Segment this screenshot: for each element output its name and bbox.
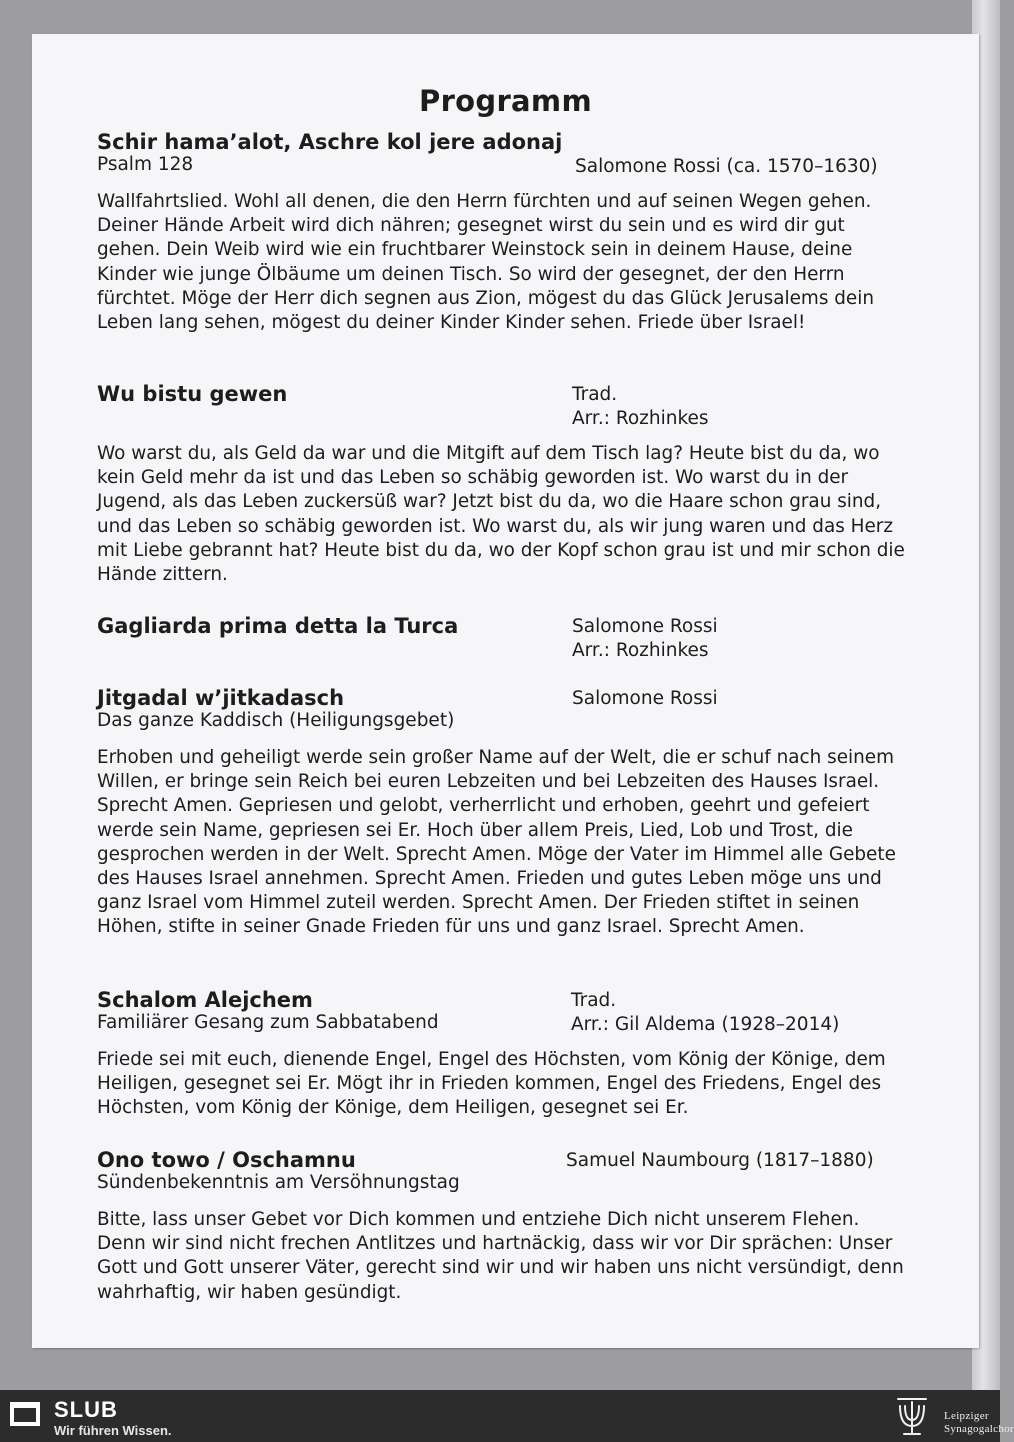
program-page [32,34,979,1348]
library-logo-text: SLUB [54,1397,118,1422]
piece-composer: Trad. [571,990,617,1011]
piece-description: Bitte, lass unser Gebet vor Dich kommen und entziehe Dich nicht unserem Flehen. Denn wir sind nicht frechen Antlitzes und hartnäckig, dass wir vor Dir sprächen: Unser Gott und Gott unserer Väter, gerecht sind wir und wir haben uns nicht versündigt, denn wahrhaftig, wir haben gesündigt. [97,1209,904,1303]
piece-title: Jitgadal w’jitkadasch [97,686,345,710]
piece-subtitle: Das ganze Kaddisch (Heiligungsgebet) [97,710,455,731]
program-entry [97,686,907,940]
piece-description: Wallfahrtslied. Wohl all denen, die den Herrn fürchten und auf seinen Wegen gehen. Deiner Hände Arbeit wird dich nähren; gesegnet wirst du sein und es wird dir gut gehen. Dein Weib wird wie ein fruchtbarer Weinstock sein in deinem Hause, deine Kinder wie junge Ölbäume um deinen Tisch. So wird der gesegnet, der den Herrn fürchtet. Möge der Herr dich segnen aus Zion, mögest du das Glück Jerusalems dein Leben lang sehen, mögest du deiner Kinder Kinder sehen. Friede über Israel! [97,191,875,334]
menorah-icon [892,1396,932,1440]
book-icon [10,1402,40,1426]
piece-arranger: Arr.: Rozhinkes [572,640,709,661]
page-title: Programm [419,84,592,118]
library-tagline: Wir führen Wissen. [54,1423,172,1438]
piece-title: Schalom Alejchem [97,988,313,1012]
piece-description: Wo warst du, als Geld da war und die Mitgift auf dem Tisch lag? Heute bist du da, wo kein Geld mehr da ist und das Leben so schäbig geworden ist. Wo warst du in der Jugend, als das Leben zuckersüß war? Jetzt bist du da, wo die Haare schon grau sind, und das Leben so schäbig geworden ist. Wo warst du, als wir jung waren und das Herz mit Liebe gebrannt hat? Heute bist du da, wo der Kopf schon grau ist und mir schon die Hände zittern. [97,443,905,586]
program-entry [97,614,907,662]
piece-subtitle: Sündenbekenntnis am Versöhnungstag [97,1172,460,1193]
piece-composer: Salomone Rossi (ca. 1570–1630) [575,156,878,177]
program-entry [97,130,907,335]
piece-composer: Trad. [572,384,618,405]
choir-logo-text: Synagogalchor [944,1423,1014,1435]
program-entry [97,1148,907,1305]
piece-title: Schir hama’alot, Aschre kol jere adonaj [97,130,563,154]
piece-composer: Salomone Rossi [572,688,718,709]
piece-composer: Samuel Naumbourg (1817–1880) [566,1150,874,1171]
piece-title: Gagliarda prima detta la Turca [97,614,459,638]
piece-description: Erhoben und geheiligt werde sein großer Name auf der Welt, die er schuf nach seinem Willen, er bringe sein Reich bei euren Lebzeiten und bei Lebzeiten des Hauses Israel. Sprecht Amen. Gepriesen und gelobt, verherrlicht und erhoben, geehrt und gefeiert werde sein Name, gepriesen sei Er. Hoch über allem Preis, Lied, Lob und Trost, die gesprochen werden in der Welt. Sprecht Amen. Möge der Vater im Himmel alle Gebete des Hauses Israel annehmen. Sprecht Amen. Frieden und gutes Leben möge uns und ganz Israel vom Himmel zuteil werden. Sprecht Amen. Der Frieden stiftet in seinen Höhen, stifte in seiner Gnade Frieden für uns und ganz Israel. Sprecht Amen. [97,747,896,938]
choir-logo-text: Leipziger [944,1410,989,1422]
program-entry [97,988,907,1121]
footer-bar [0,1390,1014,1442]
piece-subtitle: Familiärer Gesang zum Sabbatabend [97,1012,439,1033]
piece-composer: Salomone Rossi [572,616,718,637]
piece-title: Wu bistu gewen [97,382,288,406]
piece-arranger: Arr.: Rozhinkes [572,408,709,429]
program-entry [97,382,907,587]
piece-subtitle: Psalm 128 [97,154,194,175]
piece-description: Friede sei mit euch, dienende Engel, Engel des Höchsten, vom König der Könige, dem Heiligen, gesegnet sei Er. Mögt ihr in Frieden kommen, Engel des Friedens, Engel des Höchsten, vom König der Könige, dem Heiligen, gesegnet sei Er. [97,1049,886,1119]
piece-title: Ono towo / Oschamnu [97,1148,356,1172]
piece-arranger: Arr.: Gil Aldema (1928–2014) [571,1014,840,1035]
